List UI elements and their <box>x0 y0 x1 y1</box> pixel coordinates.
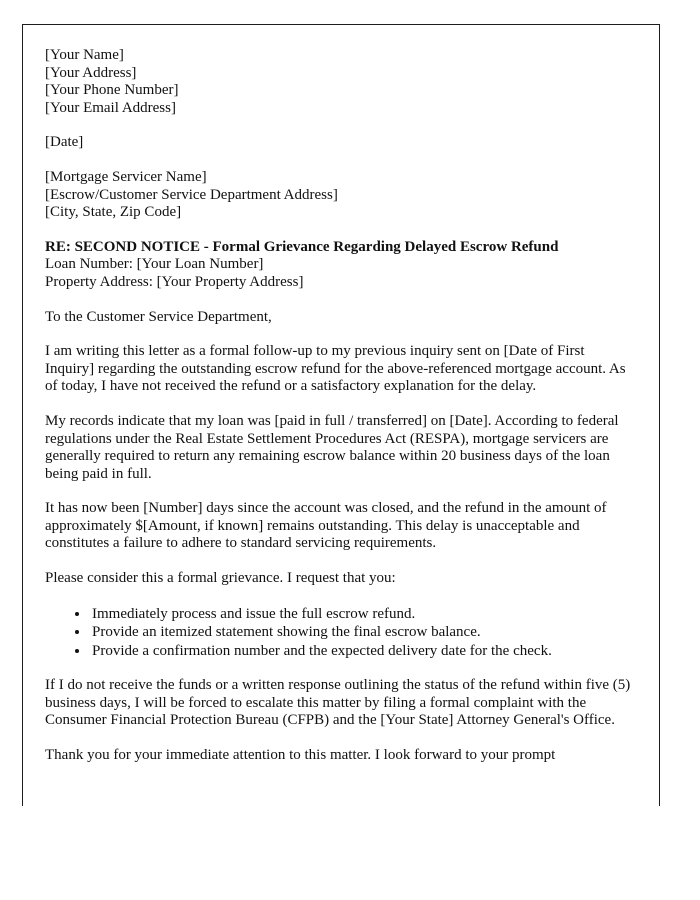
sender-address-line: [Your Address] <box>45 64 137 81</box>
sender-address-block <box>45 47 633 117</box>
salutation: To the Customer Service Department, <box>45 308 272 325</box>
date-block <box>45 134 633 152</box>
loan-number-line: Loan Number: [Your Loan Number] <box>45 256 264 273</box>
request-list <box>45 605 633 661</box>
recipient-city-state-zip-line: [City, State, Zip Code] <box>45 204 182 221</box>
recipient-department-line: [Escrow/Customer Service Department Address] <box>45 186 338 203</box>
subject-line: RE: SECOND NOTICE - Formal Grievance Regarding Delayed Escrow Refund <box>45 238 559 255</box>
recipient-name-line: [Mortgage Servicer Name] <box>45 168 207 185</box>
property-address-line: Property Address: [Your Property Address] <box>45 273 304 290</box>
list-item: • Immediately process and issue the full escrow refund. <box>90 605 633 624</box>
sender-email-line: [Your Email Address] <box>45 99 176 116</box>
letter-body <box>45 47 633 765</box>
recipient-address-block <box>45 169 633 222</box>
subject-and-reference-block <box>45 239 633 292</box>
date-line: [Date] <box>45 134 84 151</box>
page-content-area <box>23 25 659 765</box>
sender-phone-line: [Your Phone Number] <box>45 82 179 99</box>
sender-name-line: [Your Name] <box>45 47 124 63</box>
list-item: • Provide a confirmation number and the expected delivery date for the check. <box>90 642 633 661</box>
body-paragraph-5-clipped: Thank you for your immediate attention to this matter. I look forward to your prompt <box>45 746 556 763</box>
body-paragraph-3: It has now been [Number] days since the account was closed, and the refund in the amount of approximately $[Amount, if known] remains outstanding. This delay is unacceptable and constitutes a failure to adhere to standard servicing requirements. <box>45 500 607 552</box>
letter-page <box>22 24 660 806</box>
body-paragraph-4: If I do not receive the funds or a written response outlining the status of the refund within five (5) business days, I will be forced to escalate this matter by filing a formal complaint with the Consumer Financial Protection Bureau (CFPB) and the [Your State] Attorney General's Office. <box>45 677 631 729</box>
body-paragraph-2: My records indicate that my loan was [paid in full / transferred] on [Date]. According to federal regulations under the Real Estate Settlement Procedures Act (RESPA), mortgage servicers are generally required to return any remaining escrow balance within 20 business days of the loan being paid in full. <box>45 412 619 482</box>
list-item: • Provide an itemized statement showing the final escrow balance. <box>90 623 633 642</box>
request-list-intro: Please consider this a formal grievance. I request that you: <box>45 570 396 587</box>
body-paragraph-1: I am writing this letter as a formal follow-up to my previous inquiry sent on [Date of First Inquiry] regarding the outstanding escrow refund for the above-referenced mortgage account. As of today, I have not received the refund or a satisfactory explanation for the delay. <box>45 343 626 395</box>
